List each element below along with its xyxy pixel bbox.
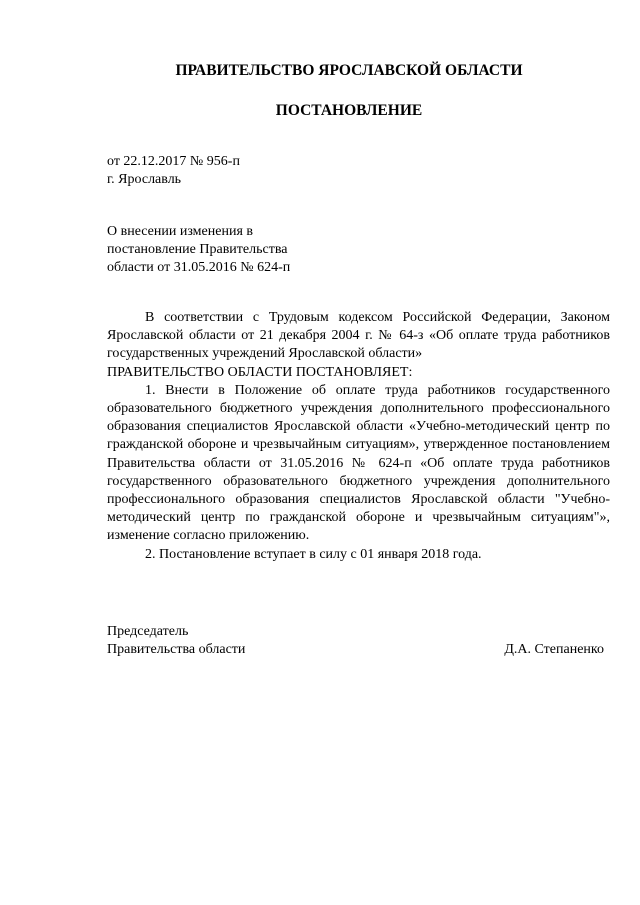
item-2-paragraph: 2. Постановление вступает в силу с 01 января 2018 года.: [145, 546, 482, 562]
resolves-paragraph: ПРАВИТЕЛЬСТВО ОБЛАСТИ ПОСТАНОВЛЯЕТ:: [107, 364, 413, 380]
subject-line-2: постановление Правительства: [107, 242, 288, 258]
city: г. Ярославль: [107, 172, 182, 188]
position-line-2: Правительства области: [107, 642, 246, 658]
preamble-paragraph: В соответствии с Трудовым кодексом Российской Федерации, Законом Ярославской области от 21 декабря 2004 г. № 64-з «Об оплате труда работников государственных учреждений Ярославской области»: [107, 310, 610, 362]
signatory-position: [107, 623, 245, 659]
item-1-paragraph: 1. Внести в Положение об оплате труда работников государственного образовательного бюджетного учреждения дополнительного профессионального образования специалистов Ярославской области «Учебно-методический центр по гражданской обороне и чрезвычайным ситуациям», утвержденное постановлением Правительства области от 31.05.2016 № 624-п «Об оплате труда работников государственного образовательного бюджетного учреждения дополнительного профессионального образования специалистов Ярославской области "Учебно-методический центр по гражданской обороне и чрезвычайным ситуациям"», изменение согласно приложению.: [107, 382, 610, 544]
document-meta: [107, 153, 240, 189]
position-line-1: Председатель: [107, 624, 189, 639]
subject-line-1: О внесении изменения в: [107, 224, 253, 239]
signatory-name: Д.А. Степаненко: [504, 642, 604, 657]
document-subject: [107, 223, 290, 278]
document-type: ПОСТАНОВЛЕНИЕ: [275, 102, 423, 119]
subject-line-3: области от 31.05.2016 № 624-п: [107, 260, 291, 276]
date-number: от 22.12.2017 № 956-п: [107, 154, 240, 169]
document-body: [107, 309, 610, 564]
government-title: ПРАВИТЕЛЬСТВО ЯРОСЛАВСКОЙ ОБЛАСТИ: [175, 62, 523, 79]
